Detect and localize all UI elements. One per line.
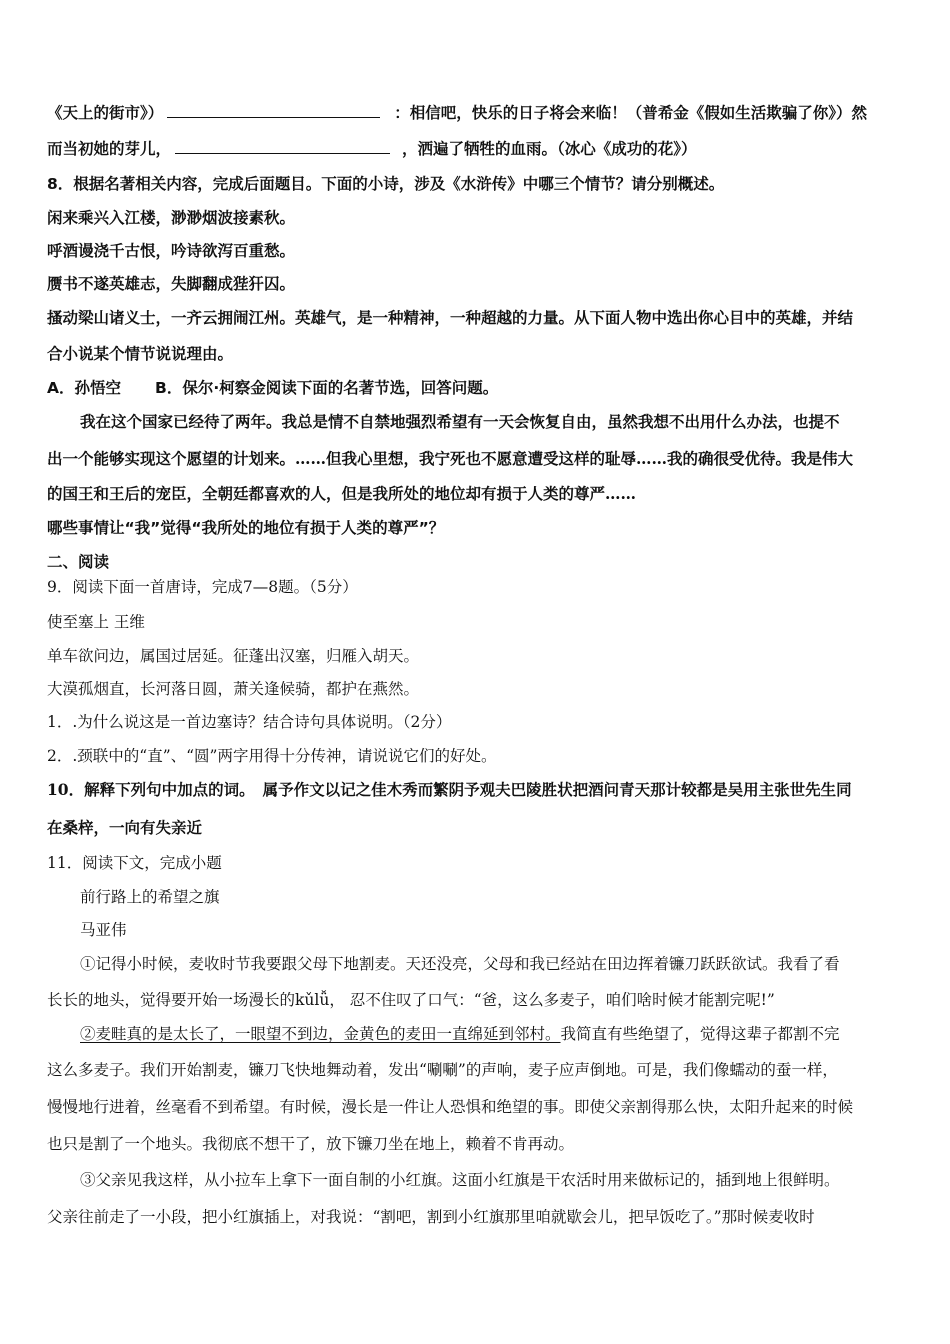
excerpt-line: 的国王和王后的宠臣，全朝廷都喜欢的人，但是我所处的地位却有损于人类的尊严…… xyxy=(47,484,637,503)
q10-stem: 10．解释下列句中加点的词。 xyxy=(47,780,255,799)
paragraph-line: 父亲往前走了一小段，把小红旗插上，对我说：“割吧，割到小红旗那里咱就歇会儿，把早饭吃了。”那时候麦收时 xyxy=(47,1208,815,1226)
q11-stem: 11．阅读下文，完成小题 xyxy=(47,854,222,872)
q8-question: 哪些事情让“我”觉得“我所处的地位有损于人类的尊严”？ xyxy=(47,519,445,537)
q9-sub-question-2: 2．.颈联中的“直”、“圆”两字用得十分传神，请说说它们的好处。 xyxy=(47,747,497,765)
answer-blank-2[interactable] xyxy=(175,139,390,154)
q10-words-cont: 在桑梓，一向有失亲近 xyxy=(47,819,203,837)
paragraph-2-first-line xyxy=(80,1024,840,1044)
q10-line xyxy=(47,780,852,800)
paragraph-line: 慢慢地行进着，丝毫看不到希望。有时候，漫长是一件让人恐惧和绝望的事。即使父亲割得那么快，太阳升起来的时候 xyxy=(47,1098,854,1116)
q9-stem: 9．阅读下面一首唐诗，完成7—8题。（5分） xyxy=(47,578,358,596)
article-author: 马亚伟 xyxy=(80,921,127,939)
paragraph-text: 我简直有些绝望了，觉得这辈子都割不完 xyxy=(560,1025,840,1043)
poem-line: 大漠孤烟直，长河落日圆，萧关逢候骑，都护在燕然。 xyxy=(47,680,420,698)
q10-words: 属予作文以记之佳木秀而繁阴予观夫巴陵胜状把酒问青天那计较都是吴用主张世先生同 xyxy=(262,781,852,799)
fill-line-2-after: ，洒遍了牺牲的血雨。（冰心《成功的花》） xyxy=(402,139,697,158)
option-a[interactable]: A．孙悟空 xyxy=(47,379,121,397)
fill-line-1-after: ：相信吧，快乐的日子将会来临！（普希金《假如生活欺骗了你》）然 xyxy=(394,103,868,122)
fill-line-1-before: 《天上的街市》） xyxy=(47,103,164,122)
q8-stem: 8．根据名著相关内容，完成后面题目。下面的小诗，涉及《水浒传》中哪三个情节？请分别概述。 xyxy=(47,175,725,193)
options-line xyxy=(47,378,498,398)
paragraph-line: ①记得小时候，麦收时节我要跟父母下地割麦。天还没亮，父母和我已经站在田边挥着镰刀跃跃欲试。我看了看 xyxy=(80,955,840,973)
poem-line: 单车欲问边，属国过居延。征蓬出汉塞，归雁入胡天。 xyxy=(47,647,420,665)
hero-prompt: 英雄气，是一种精神，一种超越的力量。从下面人物中选出你心目中的英雄，并结 xyxy=(295,309,854,327)
q9-sub-question-1: 1．.为什么说这是一首边塞诗？结合诗句具体说明。（2分） xyxy=(47,713,452,731)
fill-line-2-before: 而当初她的芽儿， xyxy=(47,139,172,158)
q8-poem-line: 闲来乘兴入江楼，渺渺烟波接素秋。 xyxy=(47,208,296,227)
option-b[interactable]: B．保尔·柯察金 xyxy=(155,379,266,397)
paragraph-line: 这么多麦子。我们开始割麦，镰刀飞快地舞动着，发出“唰唰”的声响，麦子应声倒地。可是，我们像蠕动的蚕一样， xyxy=(47,1061,838,1079)
q8-poem-hero-line xyxy=(47,308,853,328)
paragraph-line: 长长的地头，觉得要开始一场漫长的kǔlǚ， 忍不住叹了口气：“爸，这么多麦子，咱们啥时候才能割完呢!” xyxy=(47,991,775,1009)
fill-line-1 xyxy=(47,103,867,123)
poem-title: 使至塞上 王维 xyxy=(47,613,145,631)
article-title: 前行路上的希望之旗 xyxy=(80,888,220,906)
excerpt-line: 我在这个国家已经待了两年。我总是情不自禁地强烈希望有一天会恢复自由，虽然我想不出用什么办法，也提不 xyxy=(80,412,840,431)
q8-poem-line: 赝书不遂英雄志，失脚翻成狴犴囚。 xyxy=(47,274,296,293)
paragraph-line: ③父亲见我这样，从小拉车上拿下一面自制的小红旗。这面小红旗是干农活时用来做标记的，插到地上很鲜明。 xyxy=(80,1171,840,1189)
q8-poem-line: 呼酒谩浇千古恨，吟诗欲泻百重愁。 xyxy=(47,241,296,260)
underlined-sentence: ②麦畦真的是太长了，一眼望不到边，金黄色的麦田一直绵延到邻村。 xyxy=(80,1025,561,1043)
read-prompt: 阅读下面的名著节选，回答问题。 xyxy=(265,379,499,397)
answer-blank-1[interactable] xyxy=(167,103,380,118)
q8-poem-line: 搔动梁山诸义士，一齐云拥闹江州。 xyxy=(47,308,296,327)
hero-prompt-cont: 合小说某个情节说说理由。 xyxy=(47,345,234,363)
section-heading: 二、阅读 xyxy=(47,553,110,571)
paragraph-line: 也只是割了一个地头。我彻底不想干了，放下镰刀坐在地上，赖着不肯再动。 xyxy=(47,1135,575,1153)
excerpt-line: 出一个能够实现这个愿望的计划来。……但我心里想，我宁死也不愿意遭受这样的耻辱……我的确很受优待。我是伟大 xyxy=(47,449,854,468)
fill-line-2 xyxy=(47,139,697,159)
